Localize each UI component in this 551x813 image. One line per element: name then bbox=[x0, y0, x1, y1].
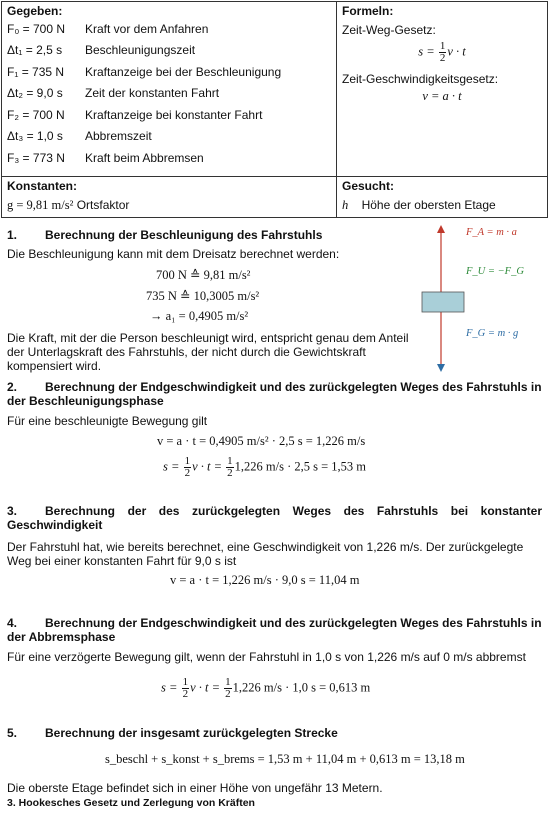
constants-header: Konstanten: bbox=[7, 179, 77, 193]
section-1-eq2: 735 N ≙ 10,3005 m/s² bbox=[146, 289, 260, 303]
given-row bbox=[7, 40, 331, 62]
constants-cell bbox=[2, 177, 337, 218]
formulas-cell bbox=[337, 2, 548, 177]
section-1-title: 1. Berechnung der Beschleunigung des Fahrstuhls bbox=[7, 228, 323, 242]
given-row bbox=[7, 126, 331, 148]
given-symbol: F₁ = 735 N bbox=[7, 64, 65, 79]
given-description: Zeit der konstanten Fahrt bbox=[85, 86, 220, 101]
section-4-eq: s = $\frac{1}{2}$ v · t = $\frac{1}{2}$ 1,226 m/s · 1,0 s = 0,613 m bbox=[161, 676, 371, 700]
force-diagram bbox=[400, 222, 550, 372]
law1-formula: s = $\frac{1}{2}$ v · t bbox=[418, 40, 466, 64]
g-constant: g = 9,81 m/s² bbox=[7, 198, 74, 212]
force-fu-label: F_U = −F_G bbox=[466, 266, 524, 277]
given-description: Kraft beim Abbremsen bbox=[85, 150, 204, 165]
given-description: Kraftanzeige bei konstanter Fahrt bbox=[85, 107, 263, 122]
section-1-eq3: → a₁ = 0,4905 m/s² bbox=[150, 309, 249, 323]
given-cell bbox=[2, 2, 337, 177]
section-5-eq: s_beschl + s_konst + s_brems = 1,53 m + 11,04 m + 0,613 m = 13,18 m bbox=[105, 752, 465, 766]
given-symbol: F₃ = 773 N bbox=[7, 150, 65, 165]
arrow-down-icon bbox=[437, 364, 445, 372]
given-description: Abbremszeit bbox=[85, 129, 152, 144]
section-3-title: 3. Berechnung der des zurückgelegten Weges des Fahrstuhls bei konstanter Geschwindigkeit bbox=[7, 504, 542, 532]
section-5-title: 5. Berechnung der insgesamt zurückgelegten Strecke bbox=[7, 726, 338, 740]
section-2-intro: Für eine beschleunigte Bewegung gilt bbox=[7, 414, 208, 428]
force-fa-label: F_A = m · a bbox=[466, 227, 517, 238]
section-4-title: 4. Berechnung der Endgeschwindigkeit und des zurückgelegten Weges des Fahrstuhls in der Abbremsphase bbox=[7, 616, 542, 644]
given-description: Kraftanzeige bei der Beschleunigung bbox=[85, 64, 282, 79]
arrow-up-icon bbox=[437, 225, 445, 233]
given-header: Gegeben: bbox=[7, 4, 63, 18]
formulas-header: Formeln: bbox=[342, 4, 394, 18]
law2-formula: v = a · t bbox=[422, 89, 462, 103]
given-symbol: Δt₃ = 1,0 s bbox=[7, 129, 63, 144]
sought-cell bbox=[337, 177, 548, 218]
given-list bbox=[7, 18, 331, 169]
sought-desc: Höhe der obersten Etage bbox=[361, 198, 496, 212]
section-1-eq1: 700 N ≙ 9,81 m/s² bbox=[156, 268, 251, 282]
law2-label: Zeit-Geschwindigkeitsgesetz: bbox=[342, 72, 499, 86]
sought-symbol: h bbox=[342, 198, 349, 212]
given-description: Kraft vor dem Anfahren bbox=[85, 21, 209, 36]
section-5-conclusion: Die oberste Etage befindet sich in einer Höhe von ungefähr 13 Metern. bbox=[7, 781, 383, 795]
given-row bbox=[7, 61, 331, 83]
section-2-title: 2. Berechnung der Endgeschwindigkeit und des zurückgelegten Weges des Fahrstuhls in der Beschleunigungsphase bbox=[7, 380, 542, 408]
section-1-intro: Die Beschleunigung kann mit dem Dreisatz berechnet werden: bbox=[7, 247, 340, 261]
given-symbol: F₂ = 700 N bbox=[7, 107, 65, 122]
section-1-text: Die Kraft, mit der die Person beschleunigt wird, entspricht genau dem Anteil der Unterlagskraft des Fahrstuhls, der nicht durch die Gewichtskraft kompensiert wird. bbox=[7, 331, 409, 373]
given-symbol: Δt₁ = 2,5 s bbox=[7, 43, 63, 58]
section-4-text: Für eine verzögerte Bewegung gilt, wenn der Fahrstuhl in 1,0 s von 1,226 m/s auf 0 m/s abbremst bbox=[7, 650, 526, 664]
section-2-eq2: s = $\frac{1}{2}$ v · t = $\frac{1}{2}$ 1,226 m/s · 2,5 s = 1,53 m bbox=[163, 455, 367, 479]
given-row bbox=[7, 147, 331, 169]
section-2-eq1: v = a · t = 0,4905 m/s² · 2,5 s = 1,226 m/s bbox=[157, 434, 366, 448]
given-symbol: Δt₂ = 9,0 s bbox=[7, 86, 63, 101]
elevator-box bbox=[422, 292, 464, 312]
given-row bbox=[7, 18, 331, 40]
g-desc: Ortsfaktor bbox=[76, 198, 130, 212]
given-symbol: F₀ = 700 N bbox=[7, 21, 66, 36]
given-row bbox=[7, 104, 331, 126]
info-table bbox=[1, 1, 548, 218]
given-description: Beschleunigungszeit bbox=[85, 43, 196, 58]
section-3-eq: v = a · t = 1,226 m/s · 9,0 s = 11,04 m bbox=[170, 573, 360, 587]
footer-heading: 3. Hookesches Gesetz und Zerlegung von Kräften bbox=[7, 797, 255, 809]
force-fg-label: F_G = m · g bbox=[466, 328, 519, 339]
given-row bbox=[7, 83, 331, 105]
section-3-text: Der Fahrstuhl hat, wie bereits berechnet, eine Geschwindigkeit von 1,226 m/s. Der zurückgelegte Weg bei einer konstanten Fahrt für 9,0 s ist bbox=[7, 540, 524, 568]
sought-header: Gesucht: bbox=[342, 179, 395, 193]
law1-label: Zeit-Weg-Gesetz: bbox=[342, 23, 436, 37]
